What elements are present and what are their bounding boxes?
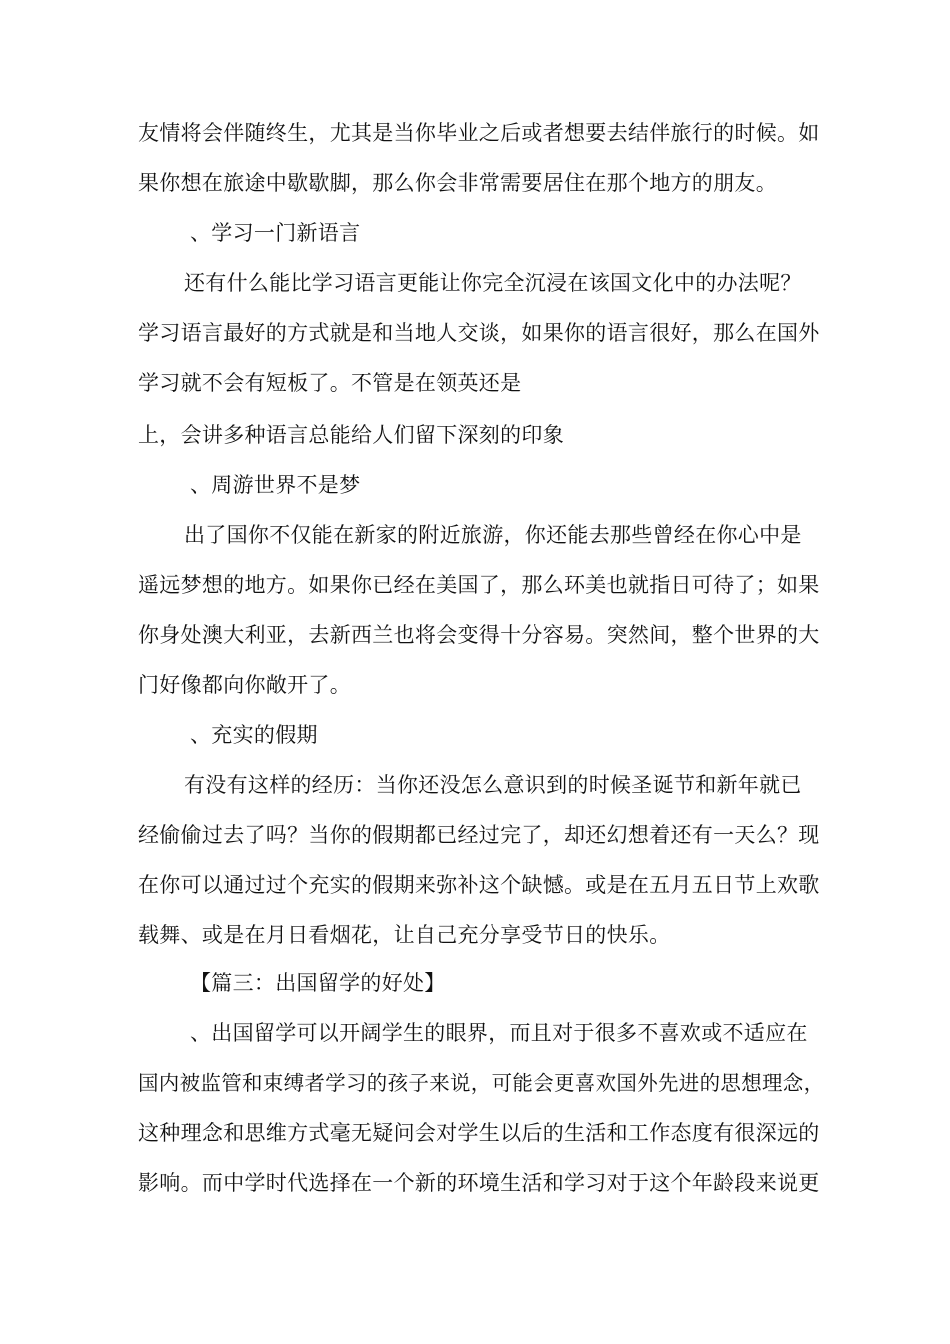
section-heading: 、充实的假期 — [190, 723, 318, 747]
paragraph-line: 果你想在旅途中歇歇脚，那么你会非常需要居住在那个地方的朋友。 — [138, 171, 777, 195]
chapter-heading: 【篇三：出国留学的好处】 — [190, 971, 446, 995]
paragraph-line: 上，会讲多种语言总能给人们留下深刻的印象 — [138, 423, 564, 447]
paragraph-line: 载舞、或是在月日看烟花，让自己充分享受节日的快乐。 — [138, 923, 671, 947]
paragraph-line: 门好像都向你敞开了。 — [138, 673, 351, 697]
paragraph-line: 还有什么能比学习语言更能让你完全沉浸在该国文化中的办法呢？ — [184, 271, 802, 295]
paragraph-line: 学习就不会有短板了。不管是在领英还是 — [138, 371, 522, 395]
section-heading: 、学习一门新语言 — [190, 221, 361, 245]
section-heading: 、周游世界不是梦 — [190, 473, 361, 497]
paragraph-line: 友情将会伴随终生，尤其是当你毕业之后或者想要去结伴旅行的时候。如 — [138, 121, 820, 145]
paragraph-line: 遥远梦想的地方。如果你已经在美国了，那么环美也就指日可待了；如果 — [138, 573, 820, 597]
paragraph-line: 影响。而中学时代选择在一个新的环境生活和学习对于这个年龄段来说更 — [138, 1171, 820, 1195]
paragraph-line: 经偷偷过去了吗？当你的假期都已经过完了，却还幻想着还有一天么？现 — [138, 823, 820, 847]
paragraph-line: 国内被监管和束缚者学习的孩子来说，可能会更喜欢国外先进的思想理念， — [138, 1071, 825, 1095]
paragraph-line: 学习语言最好的方式就是和当地人交谈，如果你的语言很好，那么在国外 — [138, 321, 820, 345]
paragraph-line: 有没有这样的经历：当你还没怎么意识到的时候圣诞节和新年就已 — [184, 773, 802, 797]
paragraph-line: 你身处澳大利亚，去新西兰也将会变得十分容易。突然间，整个世界的大 — [138, 623, 820, 647]
paragraph-line: 出了国你不仅能在新家的附近旅游，你还能去那些曾经在你心中是 — [184, 523, 802, 547]
paragraph-line: 这种理念和思维方式毫无疑问会对学生以后的生活和工作态度有很深远的 — [138, 1121, 820, 1145]
paragraph-line: 在你可以通过过个充实的假期来弥补这个缺憾。或是在五月五日节上欢歌 — [138, 873, 820, 897]
paragraph-line: 、出国留学可以开阔学生的眼界，而且对于很多不喜欢或不适应在 — [190, 1021, 808, 1045]
